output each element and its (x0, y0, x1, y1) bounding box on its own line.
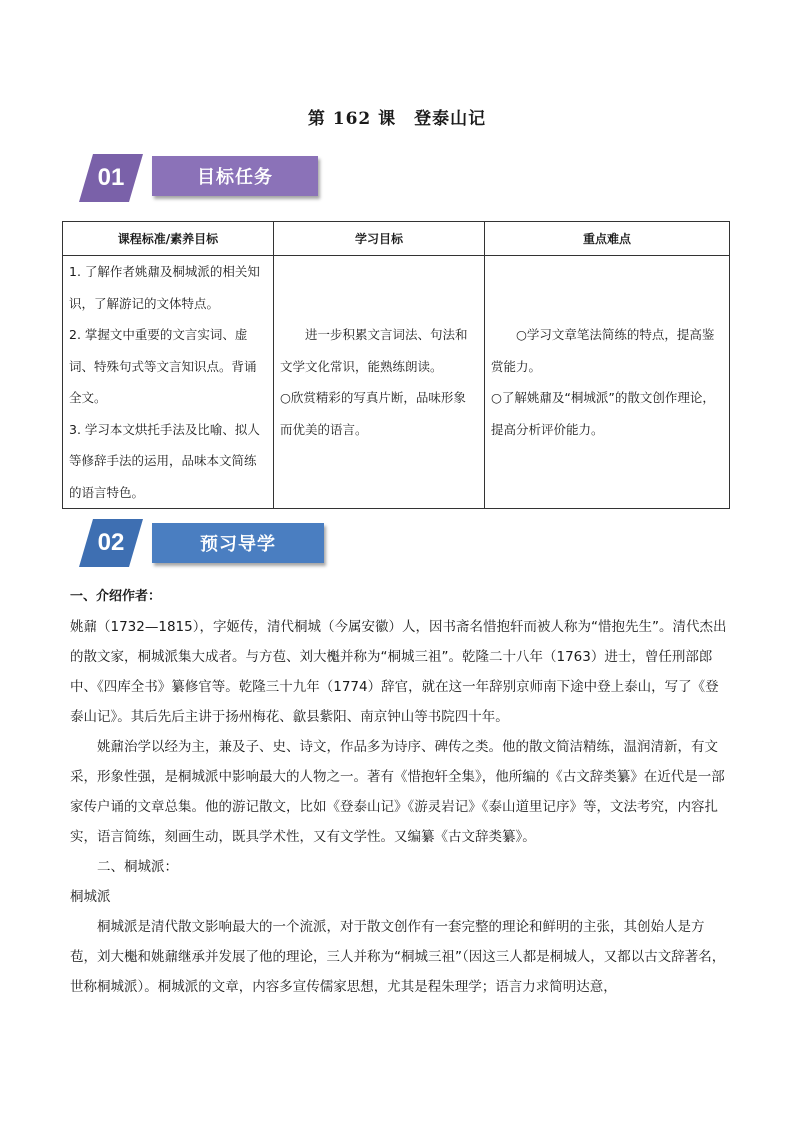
preview-content (70, 582, 730, 1002)
page-title: 第 162 课 登泰山记 (307, 109, 487, 129)
objectives-table (62, 221, 730, 509)
subheading: 桐城派 (70, 889, 111, 905)
section-banner: 预习导学 (152, 523, 324, 563)
list-item: 进一步积累文言词法、句法和文学文化常识，能熟练朗读。 (280, 327, 468, 374)
paragraph: 姚鼐（1732—1815），字姬传，清代桐城（今属安徽）人，因书斋名惜抱轩而被人称为“惜抱先生”。清代杰出的散文家，桐城派集大成者。与方苞、刘大櫆并称为“桐城三祖”。乾隆二十八年（1763）进士，曾任刑部郎中、《四库全书》纂修官等。乾隆三十九年（1774）辞官，就在这一年辞别京师南下途中登上泰山，写了《登泰山记》。其后先后主讲于扬州梅花、歙县紫阳、南京钟山等书院四十年。 (70, 619, 727, 725)
table-header-row (63, 222, 730, 256)
paragraph: 桐城派是清代散文影响最大的一个流派，对于散文创作有一套完整的理论和鲜明的主张，其创始人是方苞，刘大櫆和姚鼐继承并发展了他的理论，三人并称为“桐城三祖”（因这三人都是桐城人，又都以古文辞著名，世称桐城派）。桐城派的文章，内容多宣传儒家思想，尤其是程朱理学；语言力求简明达意， (70, 919, 726, 995)
table-row (63, 256, 730, 509)
table-header: 学习目标 (274, 222, 485, 256)
section-number: 01 (97, 164, 125, 191)
section-heading: 二、桐城派： (97, 859, 178, 875)
table-header: 重点难点 (485, 222, 730, 256)
list-item: ○了解姚鼐及“桐城派”的散文创作理论，提高分析评价能力。 (491, 390, 715, 437)
section-heading: 一、介绍作者： (70, 589, 162, 604)
section-number: 02 (97, 529, 125, 556)
table-cell (63, 256, 274, 509)
list-item: 2. 掌握文中重要的文言实词、虚词、特殊句式等文言知识点。背诵全文。 (69, 327, 257, 405)
list-item: ○学习文章笔法简练的特点，提高鉴赏能力。 (491, 327, 715, 374)
section-number-badge (79, 519, 143, 567)
section-banner: 目标任务 (152, 156, 318, 196)
list-item: 1. 了解作者姚鼐及桐城派的相关知识，了解游记的文体特点。 (69, 264, 260, 311)
table-header: 课程标准/素养目标 (63, 222, 274, 256)
paragraph: 姚鼐治学以经为主，兼及子、史、诗文，作品多为诗序、碑传之类。他的散文简洁精练，温润清新，有文采，形象性强，是桐城派中影响最大的人物之一。著有《惜抱轩全集》，他所编的《古文辞类纂》在近代是一部家传户诵的文章总集。他的游记散文，比如《登泰山记》《游灵岩记》《泰山道里记序》等，文法考究，内容扎实，语言简练，刻画生动，既具学术性，又有文学性。又编纂《古文辞类纂》。 (70, 739, 725, 845)
table-cell (274, 256, 485, 509)
list-item: 3. 学习本文烘托手法及比喻、拟人等修辞手法的运用，品味本文简练的语言特色。 (69, 421, 260, 500)
table-cell (485, 256, 730, 509)
section-number-badge (79, 154, 143, 202)
list-item: ○欣赏精彩的写真片断，品味形象而优美的语言。 (280, 390, 466, 437)
